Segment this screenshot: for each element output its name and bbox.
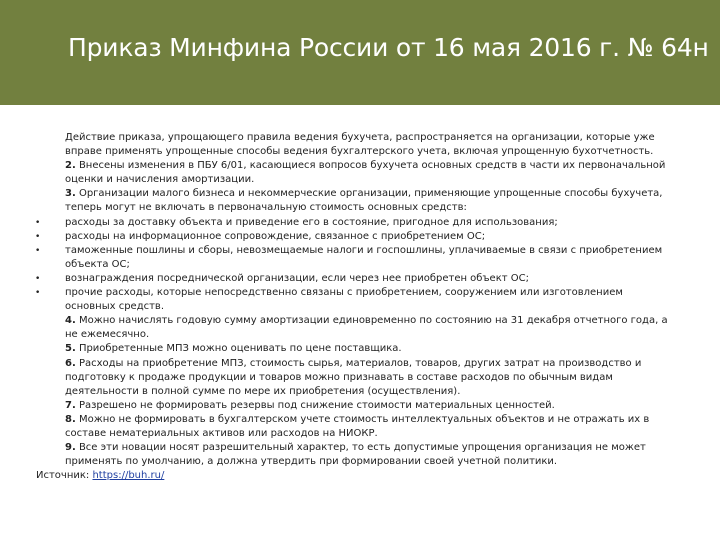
list-item: • таможенные пошлины и сборы, невозмещаемые налоги и госпошлины, уплачиваемые в связи с приобретением объекта ОС; [36, 244, 676, 272]
page-title: Приказ Минфина России от 16 мая 2016 г. № 64н [68, 33, 709, 62]
item-9 [36, 441, 676, 469]
list-item: • расходы на информационное сопровождение, связанное с приобретением ОС; [36, 230, 676, 244]
item-3-number: 3. [65, 188, 76, 200]
intro-paragraph: Действие приказа, упрощающего правила ведения бухучета, распространяется на организации, которые уже вправе применять упрощенные способы ведения бухгалтерского учета, включая упрощенную бухотчетность. [65, 132, 655, 158]
source-label: Источник: [36, 470, 93, 482]
item-8-text: Можно не формировать в бухгалтерском учете стоимость интеллектуальных объектов и не отражать их в составе нематериальных активов или расходов на НИОКР. [65, 413, 650, 439]
document-body [36, 131, 676, 483]
item-4-text: Можно начислять годовую сумму амортизации единовременно по состоянию на 31 декабря отчетного года, а не ежемесячно. [65, 315, 668, 341]
item-9-text: Все эти новации носят разрешительный характер, то есть допустимые упрощения организация не может применять по умолчанию, а должна утвердить при формировании своей учетной политики. [65, 442, 646, 468]
list-item: • вознаграждения посреднической организации, если через нее приобретен объект ОС; [36, 272, 676, 286]
item-2 [36, 159, 676, 187]
item-2-number: 2. [65, 160, 76, 172]
list-item: • расходы за доставку объекта и приведение его в состояние, пригодное для использования; [36, 216, 676, 230]
item-8 [36, 413, 676, 441]
item-9-number: 9. [65, 442, 76, 454]
list-item: • прочие расходы, которые непосредственно связаны с приобретением, сооружением или изготовлением основных средств. [36, 286, 676, 314]
title-bar [0, 0, 720, 105]
source-link[interactable]: https://buh.ru/ [92, 470, 165, 482]
item-7-number: 7. [65, 399, 76, 411]
item-6 [36, 357, 676, 399]
source-line [36, 469, 676, 483]
item-5-text: Приобретенные МПЗ можно оценивать по цене поставщика. [75, 343, 402, 355]
item-6-number: 6. [65, 357, 76, 369]
expense-bullet-list [36, 216, 676, 315]
item-4-number: 4. [65, 315, 76, 327]
item-3-text: Организации малого бизнеса и некоммерческие организации, применяющие упрощенные способы бухучета, теперь могут не включать в первоначальную стоимость основных средств: [65, 188, 663, 214]
item-7-text: Разрешено не формировать резервы под снижение стоимости материальных ценностей. [75, 399, 555, 411]
item-7 [36, 399, 676, 413]
item-4 [36, 314, 676, 342]
item-5 [36, 342, 676, 356]
item-8-number: 8. [65, 413, 76, 425]
item-6-text: Расходы на приобретение МПЗ, стоимость сырья, материалов, товаров, других затрат на производство и подготовку к продаже продукции и товаров можно признавать в составе расходов по обычным видам деятельности в полной сумме по мере их приобретения (осуществления). [65, 357, 642, 397]
item-5-number: 5. [65, 343, 76, 355]
item-2-text: Внесены изменения в ПБУ 6/01, касающиеся вопросов бухучета основных средств в части их первоначальной оценки и начисления амортизации. [65, 160, 666, 186]
item-3 [36, 187, 676, 215]
